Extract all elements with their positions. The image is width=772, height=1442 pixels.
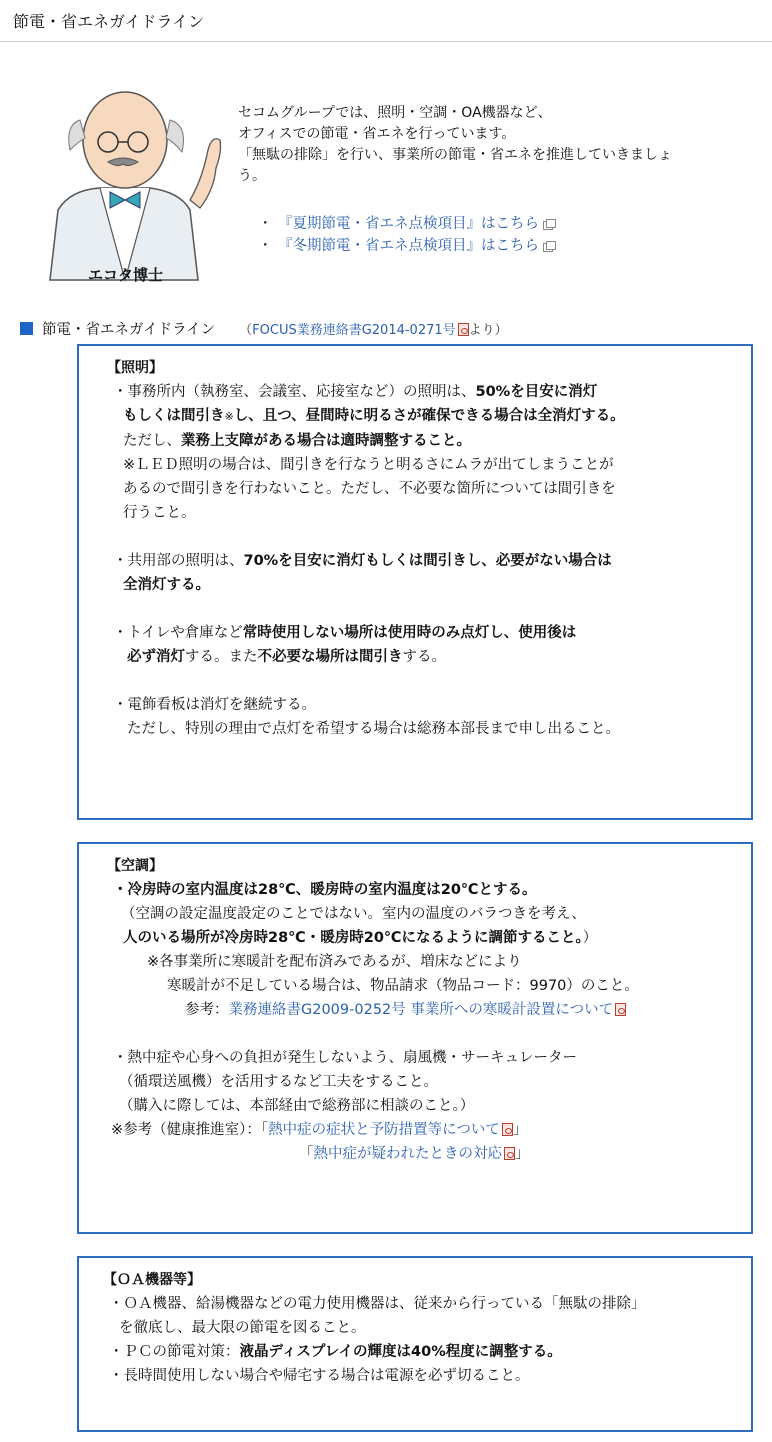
text: ※参考（健康推進室）：「	[111, 1122, 269, 1138]
text: ・ＰＣの節電対策：	[109, 1344, 240, 1360]
text-line: ・長時間使用しない場合や帰宅する場合は電源を必ず切ること。	[109, 1368, 530, 1384]
text-line: （空調の設定温度設定のことではない。室内の温度のバラつきを考え、	[121, 906, 586, 922]
text-line	[113, 549, 751, 573]
text: ・共用部の照明は、	[113, 553, 244, 569]
text-line	[123, 404, 751, 429]
lighting-title: 【照明】	[107, 360, 163, 376]
text-line: （購入に際しては、本部経由で総務部に相談のこと。）	[119, 1098, 475, 1114]
aircon-box	[77, 842, 753, 1234]
text-line: あるので間引きを行わないこと。ただし、不必要な箇所については間引きを	[123, 481, 616, 497]
text-line	[127, 645, 751, 669]
intro-line: セコムグループでは、照明・空調・OA機器など、	[238, 105, 552, 121]
oa-title: 【ＯＡ機器等】	[103, 1272, 201, 1288]
summer-checklist-link[interactable]: 『夏期節電・省エネ点検項目』はこちら	[278, 216, 539, 232]
list-item	[258, 213, 555, 235]
pdf-icon	[615, 1003, 626, 1016]
text-line	[111, 1118, 751, 1142]
text: ・トイレや倉庫など	[113, 625, 243, 641]
text: もしくは間引き	[123, 408, 225, 424]
character-name: エコタ博士	[88, 266, 164, 284]
text: 」	[515, 1146, 530, 1162]
aircon-title: 【空調】	[107, 858, 163, 874]
text-line: ・ＯＡ機器、給湯機器などの電力使用機器は、従来から行っている「無駄の排除」	[109, 1296, 646, 1312]
heatstroke-response-link[interactable]: 熱中症が疑われたときの対応	[313, 1146, 502, 1162]
bullet: ・	[258, 216, 273, 232]
pdf-icon	[502, 1123, 513, 1136]
text-line: ・熱中症や心身への負担が発生しないよう、扇風機・サーキュレーター	[113, 1050, 577, 1066]
text: し、且つ、昼間時に明るさが確保できる場合は全消灯する。	[233, 408, 625, 424]
external-window-icon	[543, 241, 555, 251]
checklist-links	[258, 213, 555, 257]
text-line	[113, 621, 751, 645]
section-heading	[20, 318, 508, 339]
bold-text: 不必要な場所は間引き	[257, 649, 403, 665]
text-line: 全消灯する。	[123, 577, 210, 593]
bold-text: 50%を目安に消灯	[475, 384, 598, 400]
text-line: （循環送風機）を活用するなど工夫をすること。	[119, 1074, 438, 1090]
text-line: ・電飾看板は消灯を継続する。	[113, 697, 316, 713]
heatstroke-prevention-link[interactable]: 熱中症の症状と予防措置等について	[268, 1122, 500, 1138]
intro-line: う。	[238, 168, 266, 184]
text-line: を徹底し、最大限の節電を図ること。	[119, 1320, 366, 1336]
oa-box	[77, 1256, 753, 1432]
text: ）	[582, 930, 598, 946]
text-line: ※各事業所に寒暖計を配布済みであるが、増床などにより	[147, 954, 522, 970]
winter-checklist-link[interactable]: 『冬期節電・省エネ点検項目』はこちら	[278, 238, 539, 254]
intro-text	[238, 103, 758, 187]
lighting-box	[77, 344, 753, 820]
text: 」	[512, 1122, 528, 1138]
paren: より）	[468, 323, 508, 338]
text-line	[123, 926, 751, 950]
bold-text: 人のいる場所が冷房時28℃・暖房時20℃になるように調節すること。	[123, 930, 583, 946]
text-line	[109, 1340, 751, 1364]
note-mark: ※	[224, 410, 234, 423]
bold-text: 液晶ディスプレイの輝度は40%程度に調整する。	[239, 1344, 562, 1360]
text: 「	[299, 1146, 314, 1162]
section-reference	[239, 319, 508, 338]
text: 参考：	[185, 1002, 229, 1018]
bold-text: 70%を目安に消灯もしくは間引きし、必要がない場合は	[243, 553, 612, 569]
bold-text: 常時使用しない場所は使用時のみ点灯し、使用後は	[242, 625, 577, 641]
bullet: ・	[258, 238, 273, 254]
text-line: 行うこと。	[123, 505, 196, 521]
text-line	[185, 998, 751, 1022]
text-line	[113, 380, 751, 404]
pdf-icon	[504, 1147, 515, 1160]
text-line: ※ＬＥＤ照明の場合は、間引きを行なうと明るさにムラが出てしまうことが	[123, 457, 614, 473]
professor-illustration	[30, 80, 230, 290]
page-header	[0, 0, 772, 42]
text: ・事務所内（執務室、会議室、応接室など）の照明は、	[113, 384, 476, 400]
pdf-icon	[458, 323, 469, 336]
text-line	[299, 1142, 751, 1166]
text-line: ただし、特別の理由で点灯を希望する場合は総務本部長まで申し出ること。	[127, 721, 620, 737]
text-line: ・冷房時の室内温度は28℃、暖房時の室内温度は20℃とする。	[113, 882, 537, 898]
external-window-icon	[543, 219, 555, 229]
text-line: 寒暖計が不足している場合は、物品請求（物品コード：9970）のこと。	[167, 978, 639, 994]
intro-line: オフィスでの節電・省エネを行っています。	[238, 126, 516, 142]
text: ただし、	[123, 433, 181, 449]
bold-text: 必ず消灯	[127, 649, 185, 665]
intro-line: 「無駄の排除」を行い、事業所の節電・省エネを推進していきましょ	[238, 147, 672, 163]
list-item	[258, 235, 555, 257]
text: する。	[402, 649, 446, 665]
thermometer-document-link[interactable]: 業務連絡書G2009-0252号 事業所への寒暖計設置について	[228, 1002, 614, 1018]
page-title: 節電・省エネガイドライン	[13, 12, 205, 31]
focus-document-link[interactable]: FOCUS業務連絡書G2014-0271号	[252, 323, 456, 338]
text: する。また	[185, 649, 258, 665]
text-line	[123, 429, 751, 453]
bold-text: 業務上支障がある場合は適時調整すること。	[181, 433, 471, 449]
section-title: 節電・省エネガイドライン	[42, 322, 216, 338]
square-bullet-icon	[20, 322, 33, 335]
paren: （	[239, 323, 253, 338]
